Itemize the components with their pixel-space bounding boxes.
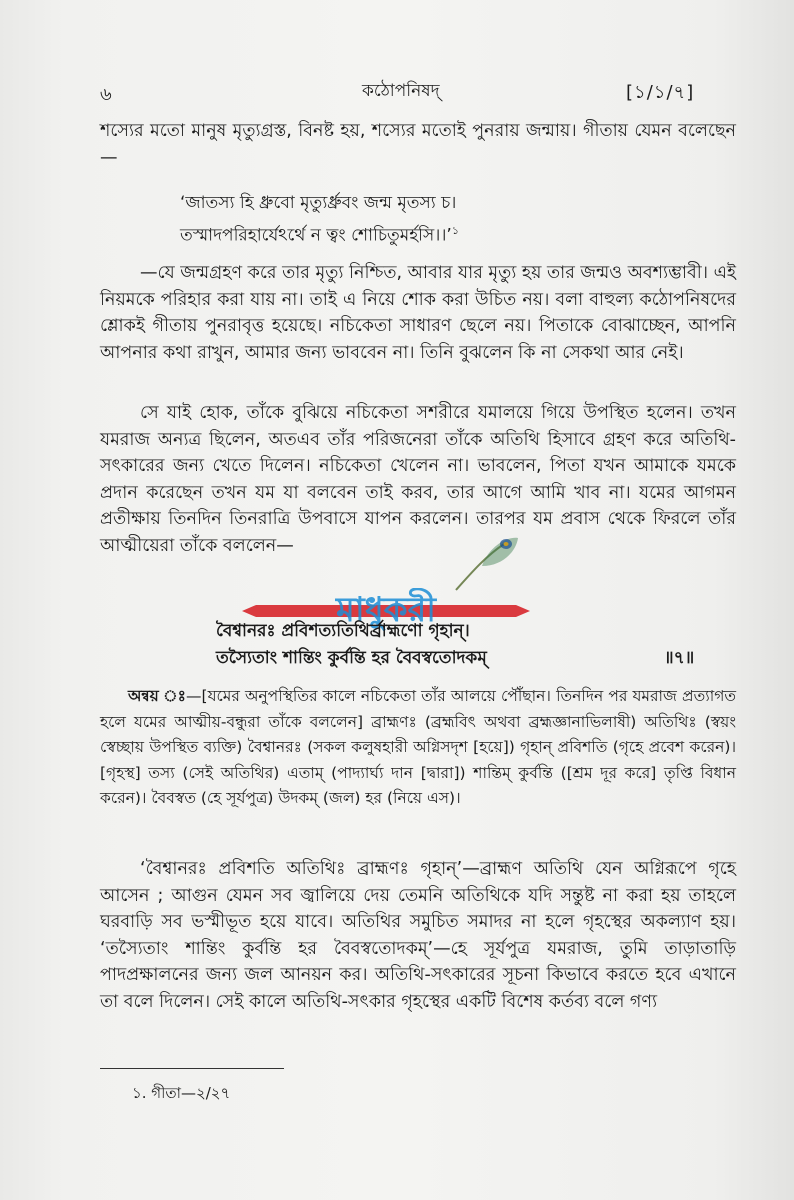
gita-verse-line-2-text: তস্মাদপরিহার্যেঽর্থে ন ত্বং শোচিতুমর্হসি।।’ bbox=[180, 225, 452, 246]
footnote: ১. গীতা—২/২৭ bbox=[132, 1084, 231, 1102]
running-title: কঠোপনিষদ্ bbox=[362, 81, 440, 101]
anvaya-paragraph bbox=[100, 684, 736, 812]
commentary-paragraph: ‘বৈশ্বানরঃ প্রবিশতি অতিথিঃ ব্রাহ্মণঃ গৃহান্’—ব্রাহ্মণ অতিথি যেন অগ্নিরূপে গৃহে আসেন ; আগুন যেমন সব জ্বালিয়ে দেয় তেমনি অতিথিকে যদি সন্তুষ্ট না করা হয় তাহলে ঘরবাড়ি সব ভস্মীভূত হয়ে যাবে। অতিথির সমুচিত সমাদর না হলে গৃহস্থের অকল্যাণ হয়। ‘তস্যৈতাং শান্তিং কুর্বন্তি হর বৈবস্বতোদকম্’—হে সূর্যপুত্র যমরাজ, তুমি তাড়াতাড়ি পাদপ্রক্ষালনের জন্য জল আনয়ন কর। অতিথি-সৎকারের সূচনা কিভাবে করতে হবে এখানে তা বলে দিলেন। সেই কালে অতিথি-সৎকার গৃহস্থের একটি বিশেষ কর্তব্য বলে গণ্য bbox=[100, 859, 736, 1012]
page-number: ৬ bbox=[100, 84, 112, 105]
verse-reference: [১/১/৭] bbox=[626, 82, 695, 103]
watermark-text: মাধুকরী bbox=[335, 590, 437, 630]
gita-verse-line-2 bbox=[180, 218, 459, 249]
gita-verse-line-1: ‘জাতস্য হি ধ্রুবো মৃত্যুর্ধ্রুবং জন্ম মৃতস্য চ। bbox=[180, 193, 457, 213]
sloka-line-1: বৈশ্বানরঃ প্রবিশত্যতিথির্ব্রাহ্মণো গৃহান্। bbox=[216, 621, 470, 641]
peacock-feather-icon bbox=[452, 532, 522, 592]
sloka-line-2: তস্যৈতাং শান্তিং কুর্বন্তি হর বৈবস্বতোদকম্ bbox=[216, 648, 487, 668]
explanation-paragraph: —যে জন্মগ্রহণ করে তার মৃত্যু নিশ্চিত, আবার যার মৃত্যু হয় তার জন্মও অবশ্যম্ভাবী। এই নিয়মকে পরিহার করা যায় না। তাই এ নিয়ে শোক করা উচিত নয়। বলা বাহুল্য কঠোপনিষদের শ্লোকই গীতায় পুনরাবৃত্ত হয়েছে। নচিকেতা সাধারণ ছেলে নয়। পিতাকে বোঝাচ্ছেন, আপনি আপনার কথা রাখুন, আমার জন্য ভাববেন না। তিনি বুঝলেন কি না সেকথা আর নেই। bbox=[100, 263, 736, 363]
footnote-divider bbox=[100, 1068, 284, 1069]
anvaya-label: অন্বয় ঃ bbox=[128, 687, 187, 705]
footnote-marker: ১ bbox=[451, 224, 459, 237]
anvaya-text: —[যমের অনুপস্থিতির কালে নচিকেতা তাঁর আলয়ে পৌঁছান। তিনদিন পর যমরাজ প্রত্যাগত হলে যমের আত্মীয়-বন্ধুরা তাঁকে বললেন] ব্রাহ্মণঃ (ব্রহ্মবিৎ অথবা ব্রহ্মজ্ঞানাভিলাষী) অতিথিঃ (স্বয়ং স্বেচ্ছায় উপস্থিত ব্যক্তি) বৈশ্বানরঃ (সকল কলুষহারী অগ্নিসদৃশ [হয়ে]) গৃহান্ প্রবিশতি (গৃহে প্রবেশ করেন)। [গৃহস্থ] তস্য (সেই অতিথির) এতাম্ (পাদ্যার্ঘ্য দান [দ্বারা]) শান্তিম্ কুর্বন্তি ([শ্রম দূর করে] তৃপ্তি বিধান করেন)। বৈবস্বত (হে সূর্যপুত্র) উদকম্ (জল) হর (নিয়ে এস)। bbox=[100, 687, 736, 807]
sloka-number: ॥৭॥ bbox=[664, 648, 695, 668]
story-paragraph: সে যাই হোক, তাঁকে বুঝিয়ে নচিকেতা সশরীরে যমালয়ে গিয়ে উপস্থিত হলেন। তখন যমরাজ অন্যত্র ছিলেন, অতএব তাঁর পরিজনেরা তাঁকে অতিথি হিসাবে গ্রহণ করে অতিথি-সৎকারের জন্য খেতে দিলেন। নচিকেতা খেলেন না। ভাবলেন, পিতা যখন আমাকে যমকে প্রদান করেছেন তখন যম যা বলবেন তাই করব, তার আগে আমি খাব না। যমের আগমন প্রতীক্ষায় তিনদিন তিনরাত্রি উপবাসে যাপন করলেন। তারপর যম প্রবাস থেকে ফিরলে তাঁর আত্মীয়েরা তাঁকে বললেন— bbox=[100, 403, 736, 556]
intro-paragraph: শস্যের মতো মানুষ মৃত্যুগ্রস্ত, বিনষ্ট হয়, শস্যের মতোই পুনরায় জন্মায়। গীতায় যেমন বলেছেন— bbox=[100, 121, 736, 168]
